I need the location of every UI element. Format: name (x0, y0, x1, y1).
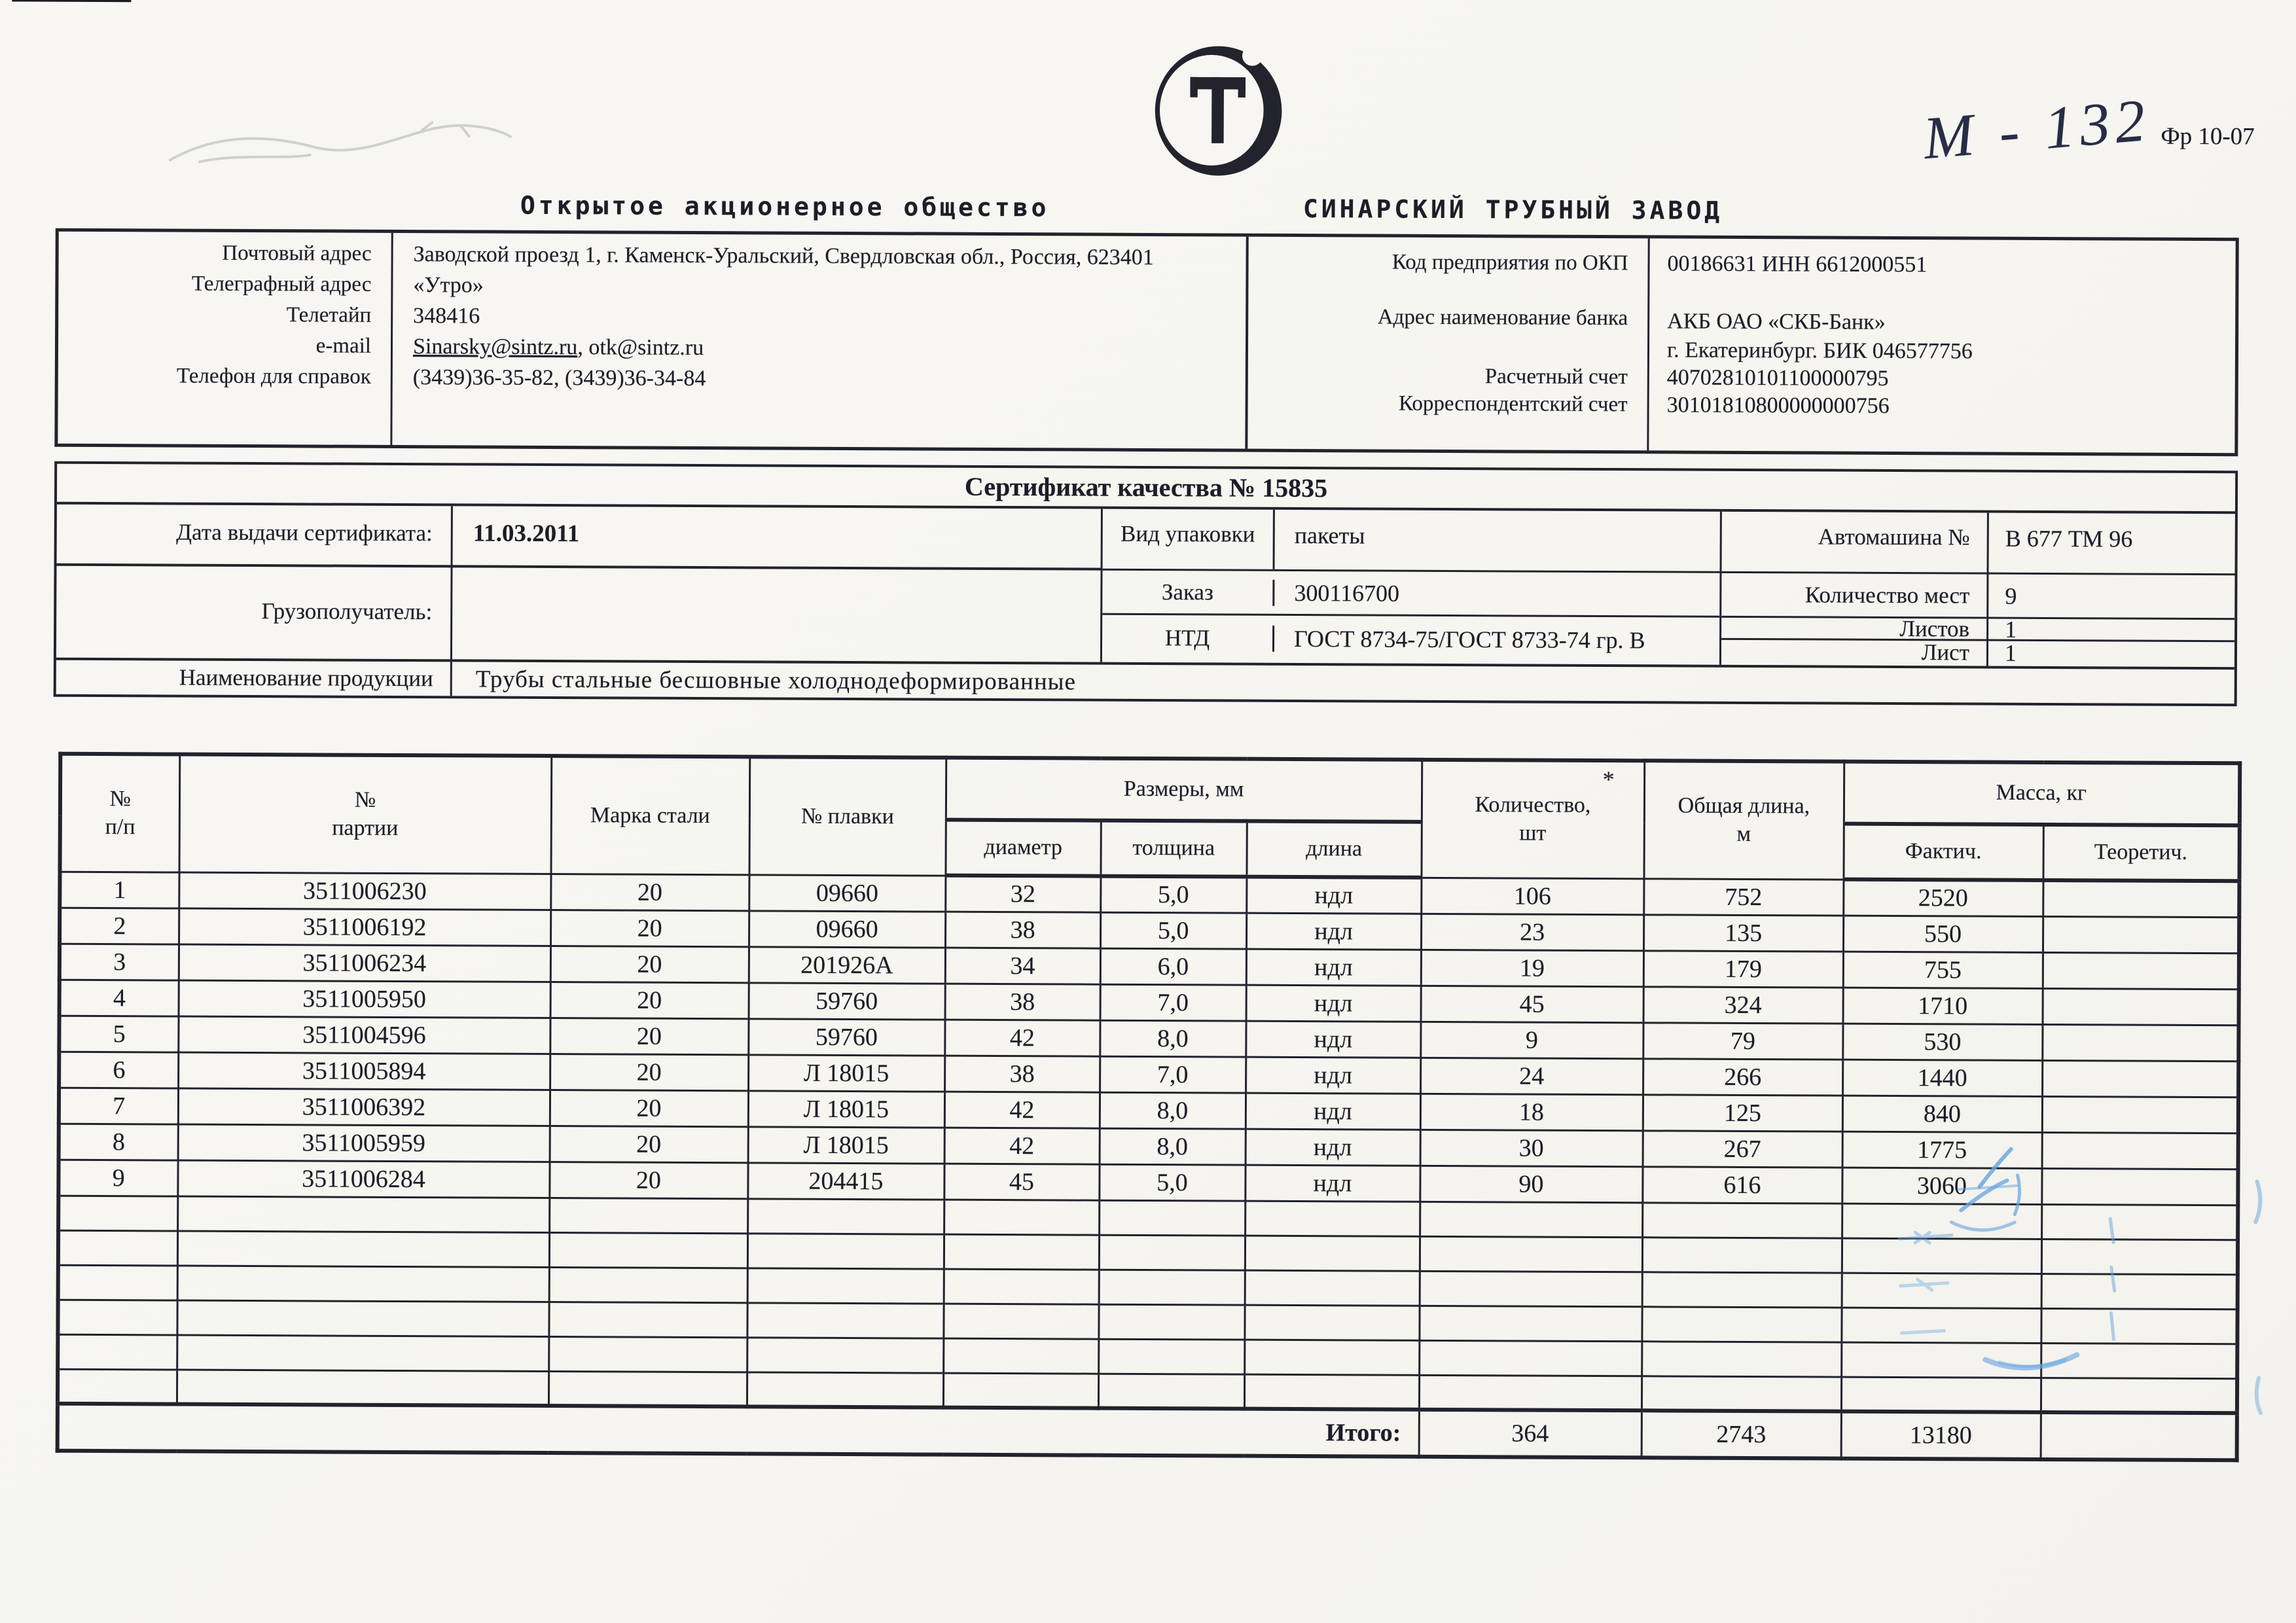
postal-address-value: Заводской проезд 1, г. Каменск-Уральский, Свердловская обл., Россия, 623401 (413, 242, 1154, 270)
cell-thickness: 8,0 (1100, 1092, 1246, 1129)
sheets-total-label: Листов (1899, 615, 1970, 641)
bank-name-label: Адрес наименование банка (1377, 305, 1628, 330)
cell-num: 5 (59, 1016, 178, 1052)
contact-row (59, 241, 1246, 277)
empty-cell (1244, 1340, 1419, 1375)
cell-quantity: 45 (1421, 986, 1643, 1022)
sheets-total-value: 1 (2005, 616, 2017, 643)
empty-cell (943, 1304, 1098, 1339)
empty-cell (1099, 1200, 1245, 1236)
cell-quantity: 24 (1420, 1058, 1643, 1094)
col-header-diameter: диаметр (945, 820, 1100, 876)
issue-date-row (57, 505, 1101, 571)
empty-cell (1419, 1306, 1641, 1341)
cell-steel-grade: 20 (550, 1126, 748, 1162)
empty-cell (58, 1369, 177, 1404)
empty-cell (747, 1302, 943, 1338)
totals-label: Итого: (58, 1404, 1419, 1457)
bank-section (1247, 237, 2235, 454)
col-header-mass: Масса, кг (1844, 762, 2240, 826)
issue-date-value: 11.03.2011 (473, 520, 580, 548)
cell-quantity: 90 (1420, 1166, 1642, 1202)
empty-cell (58, 1196, 177, 1231)
empty-cell (2041, 1204, 2238, 1240)
cell-quantity: 30 (1420, 1130, 1643, 1166)
empty-cell (1419, 1340, 1641, 1376)
col-header-steel-grade: Марка стали (550, 756, 749, 874)
okp-code-value: 00186631 ИНН 6612000551 (1667, 251, 1928, 277)
empty-cell (1841, 1342, 2041, 1378)
empty-cell (177, 1231, 549, 1267)
cell-length: ндл (1246, 1021, 1420, 1058)
cell-steel-grade: 20 (550, 946, 749, 982)
empty-cell (548, 1336, 747, 1372)
cell-thickness: 7,0 (1100, 984, 1246, 1021)
certificate-body (56, 505, 2235, 668)
empty-cell (1099, 1270, 1245, 1305)
empty-cell (177, 1370, 548, 1406)
empty-cell (747, 1198, 944, 1234)
cell-total-length: 324 (1643, 986, 1843, 1023)
empty-cell (177, 1335, 548, 1371)
totals-mass-theor (2041, 1412, 2237, 1460)
cell-party: 3511004596 (178, 1016, 550, 1054)
cell-steel-grade: 20 (550, 910, 749, 946)
empty-cell (549, 1267, 747, 1302)
cell-thickness: 5,0 (1100, 876, 1246, 913)
certificate-right-section (1721, 512, 2235, 667)
empty-cell (944, 1200, 1099, 1235)
postal-address-label: Почтовый адрес (222, 241, 372, 266)
cell-party: 3511005959 (178, 1124, 550, 1162)
empty-cell (1641, 1341, 1841, 1376)
empty-cell (1244, 1374, 1419, 1410)
handwritten-batch-mark: М - 132 (1920, 86, 2153, 172)
cell-party: 3511006230 (179, 872, 550, 910)
certificate-title: Сертификат качества № 15835 (57, 464, 2235, 514)
sheet-number-row (1721, 640, 2234, 665)
empty-cell (943, 1373, 1098, 1408)
cell-quantity: 23 (1421, 914, 1643, 950)
cell-party: 3511005894 (178, 1052, 550, 1090)
cell-total-length: 79 (1643, 1022, 1842, 1059)
cell-total-length: 616 (1642, 1166, 1842, 1203)
empty-cell (1098, 1304, 1244, 1340)
okp-code-label: Код предприятия по ОКП (1391, 250, 1628, 276)
empty-cell (2041, 1308, 2237, 1344)
footnote-asterisk: * (1602, 766, 1615, 793)
empty-cell (58, 1300, 177, 1335)
cell-mass-fact: 1710 (1843, 988, 2043, 1024)
cell-quantity: 106 (1421, 878, 1643, 914)
form-code: Фр 10-07 (2161, 122, 2255, 151)
cell-mass-theor (2042, 1024, 2238, 1061)
pipe-batches-table (56, 752, 2242, 1463)
empty-cell (177, 1300, 548, 1336)
empty-cell (1098, 1374, 1244, 1409)
col-header-quantity: * Количество, шт (1421, 760, 1644, 878)
table-empty-rows (58, 1196, 2238, 1414)
empty-cell (1842, 1273, 2041, 1308)
cell-thickness: 8,0 (1100, 1020, 1246, 1057)
cell-mass-theor (2043, 988, 2239, 1025)
correspondent-account-label: Корреспондентский счет (1398, 391, 1628, 417)
cell-mass-fact: 530 (1842, 1024, 2042, 1060)
empty-cell (58, 1265, 177, 1300)
empty-cell (1098, 1339, 1244, 1374)
cell-party: 3511006192 (179, 908, 550, 946)
ntd-row (1102, 615, 1719, 663)
cell-heat: 09660 (749, 910, 945, 947)
col-header-heat: № плавки (749, 757, 946, 875)
totals-mass-fact: 13180 (1841, 1412, 2041, 1459)
truck-label: Автомашина № (1818, 524, 1970, 550)
cell-thickness: 8,0 (1100, 1128, 1246, 1165)
cell-heat: Л 18015 (748, 1126, 944, 1163)
cell-num: 2 (60, 908, 179, 944)
cell-steel-grade: 20 (550, 1054, 748, 1090)
col-header-mass-fact: Фактич. (1843, 824, 2043, 880)
empty-cell (2041, 1378, 2237, 1413)
cell-total-length: 752 (1643, 878, 1843, 915)
org-type-title: Открытое акционерное общество (520, 190, 1050, 223)
cell-num: 4 (60, 980, 179, 1016)
cell-length: ндл (1246, 877, 1421, 914)
empty-cell (1420, 1271, 1642, 1306)
cell-length: ндл (1246, 913, 1421, 950)
telegraph-address-label: Телеграфный адрес (191, 272, 372, 296)
cell-steel-grade: 20 (550, 1090, 748, 1126)
col-header-num: № п/п (60, 754, 180, 872)
sinarsky-pipe-plant-logo-icon (1151, 43, 1286, 179)
empty-cell (1245, 1270, 1420, 1306)
cell-diameter: 38 (945, 984, 1100, 1020)
divider (1647, 238, 1649, 450)
cell-mass-theor (2043, 952, 2239, 989)
pencil-scribble (169, 120, 511, 163)
cell-thickness: 6,0 (1100, 948, 1246, 985)
cell-mass-fact: 550 (1843, 916, 2043, 952)
cell-party: 3511006284 (177, 1160, 549, 1198)
totals-row (58, 1404, 2237, 1461)
places-row (1721, 573, 2234, 620)
truck-value: В 677 ТМ 96 (2005, 525, 2133, 552)
empty-cell (548, 1302, 747, 1337)
email-value (391, 334, 704, 366)
phone-label: Телефон для справок (176, 364, 371, 389)
cell-mass-fact: 1775 (1842, 1132, 2042, 1168)
table-data-rows (58, 872, 2239, 1205)
product-name-label: Наименование продукции (179, 664, 433, 692)
cell-num: 6 (59, 1052, 178, 1088)
empty-cell (1099, 1235, 1245, 1270)
cell-heat: Л 18015 (748, 1054, 944, 1091)
empty-cell (1642, 1272, 1842, 1307)
cell-mass-theor (2043, 916, 2239, 953)
cell-quantity: 9 (1420, 1022, 1643, 1058)
cell-mass-fact: 3060 (1842, 1168, 2041, 1204)
cell-total-length: 267 (1643, 1130, 1842, 1167)
contact-row (58, 272, 1246, 308)
cell-thickness: 7,0 (1100, 1056, 1246, 1093)
empty-cell (1642, 1237, 1842, 1272)
cell-length: ндл (1246, 1057, 1420, 1094)
col-header-thickness: толщина (1100, 821, 1246, 877)
places-label: Количество мест (1804, 581, 1970, 608)
cell-length: ндл (1246, 1129, 1420, 1166)
email-address-secondary: , otk@sintz.ru (577, 335, 704, 361)
empty-cell (58, 1334, 177, 1370)
empty-cell (1244, 1305, 1419, 1340)
packaging-label: Вид упаковки (1103, 509, 1275, 569)
cell-mass-fact: 840 (1842, 1096, 2042, 1132)
phone-value: (3439)36-35-82, (3439)36-34-84 (412, 365, 706, 391)
truck-row (1722, 512, 2235, 575)
consignee-label: Грузополучатель: (261, 598, 433, 625)
cell-party: 3511006392 (178, 1088, 550, 1126)
cell-steel-grade: 20 (550, 1018, 748, 1054)
packaging-row (1103, 509, 1720, 573)
cell-mass-fact: 2520 (1843, 880, 2043, 916)
cell-heat: Л 18015 (748, 1090, 944, 1127)
contact-row (58, 333, 1246, 369)
bank-name-value: АКБ ОАО «СКБ-Банк» (1667, 309, 1886, 334)
cell-num: 8 (59, 1124, 178, 1160)
empty-cell (1641, 1306, 1841, 1342)
empty-cell (1420, 1236, 1642, 1272)
cell-heat: 59760 (748, 1018, 944, 1055)
empty-cell (1245, 1201, 1420, 1236)
totals-total-length: 2743 (1641, 1410, 1841, 1458)
empty-cell (2041, 1239, 2238, 1274)
empty-cell (2041, 1274, 2238, 1309)
sheet-number-label: Лист (1921, 639, 1970, 665)
cell-heat: 204415 (747, 1162, 944, 1199)
cell-party: 3511006234 (179, 944, 550, 982)
cell-diameter: 45 (944, 1164, 1099, 1200)
cell-party: 3511005950 (179, 980, 550, 1018)
cell-diameter: 38 (945, 912, 1100, 948)
empty-cell (549, 1232, 747, 1268)
contact-row (58, 302, 1246, 338)
cell-steel-grade: 20 (549, 1162, 747, 1198)
empty-cell (1842, 1204, 2041, 1239)
cell-num: 9 (58, 1160, 177, 1196)
places-value: 9 (2005, 582, 2017, 609)
cell-thickness: 5,0 (1100, 912, 1246, 949)
cell-steel-grade: 20 (550, 874, 749, 910)
cell-total-length: 135 (1643, 914, 1843, 951)
cell-length: ндл (1246, 985, 1421, 1022)
cell-heat: 201926А (749, 946, 945, 983)
cell-diameter: 42 (944, 1020, 1100, 1056)
certificate-left-section (56, 505, 1103, 662)
empty-cell (1245, 1236, 1420, 1271)
empty-cell (177, 1196, 549, 1232)
issue-date-label: Дата выдачи сертификата: (176, 519, 433, 546)
col-header-sizes: Размеры, мм (946, 758, 1422, 822)
col-header-mass-theor: Теоретич. (2043, 825, 2239, 881)
empty-cell (747, 1372, 943, 1407)
empty-cell (1841, 1308, 2041, 1343)
cell-mass-theor (2042, 1132, 2238, 1169)
scanner-edge-artifact (12, 0, 131, 2)
cell-num: 3 (60, 944, 179, 980)
product-name-value: Трубы стальные бесшовные холоднодеформированные (475, 666, 1077, 696)
empty-cell (177, 1266, 549, 1302)
certificate-header-box (54, 461, 2238, 707)
settlement-account-value: 40702810101100000795 (1666, 365, 1889, 391)
email-address: Sinarsky@sintz.ru (412, 334, 578, 360)
packaging-value: пакеты (1294, 522, 1365, 549)
teletype-label: Телетайп (286, 303, 372, 327)
empty-cell (1641, 1376, 1841, 1411)
empty-cell (944, 1234, 1099, 1270)
ntd-value: ГОСТ 8734-75/ГОСТ 8733-74 гр. В (1293, 625, 1645, 653)
col-header-total-length: Общая длина, м (1643, 760, 1844, 879)
cell-diameter: 42 (944, 1128, 1100, 1164)
email-label: e-mail (315, 334, 372, 358)
correspondent-account-value: 30101810800000000756 (1666, 393, 1890, 418)
cell-quantity: 18 (1420, 1094, 1643, 1130)
cell-total-length: 266 (1643, 1058, 1842, 1095)
cell-length: ндл (1246, 949, 1421, 986)
telegraph-address-value: «Утро» (413, 273, 484, 298)
empty-cell (58, 1230, 177, 1266)
col-header-party: № партии (179, 755, 552, 874)
cell-total-length: 179 (1643, 950, 1843, 987)
empty-cell (549, 1198, 747, 1233)
cell-thickness: 5,0 (1099, 1164, 1245, 1201)
cell-heat: 09660 (749, 874, 945, 911)
requisites-box (54, 228, 2238, 457)
cell-num: 7 (59, 1088, 178, 1124)
cell-steel-grade: 20 (550, 982, 749, 1018)
cell-total-length: 125 (1643, 1094, 1842, 1131)
totals-quantity: 364 (1419, 1410, 1641, 1457)
contact-row (58, 364, 1246, 400)
empty-cell (1842, 1238, 2041, 1274)
empty-cell (943, 1338, 1098, 1374)
empty-cell (2041, 1343, 2237, 1378)
cell-diameter: 32 (945, 876, 1100, 912)
order-label: Заказ (1102, 579, 1274, 605)
cell-mass-fact: 755 (1843, 952, 2043, 988)
factory-title: СИНАРСКИЙ ТРУБНЫЙ ЗАВОД (1302, 194, 1723, 225)
cell-mass-fact: 1440 (1842, 1060, 2042, 1096)
cell-mass-theor (2043, 880, 2239, 917)
cell-length: ндл (1246, 1093, 1420, 1130)
empty-cell (747, 1337, 943, 1372)
cell-diameter: 42 (944, 1092, 1100, 1128)
certificate-middle-section (1102, 509, 1722, 665)
cell-diameter: 38 (944, 1056, 1100, 1092)
empty-cell (548, 1371, 747, 1406)
teletype-value: 348416 (413, 304, 480, 329)
cell-mass-theor (2041, 1168, 2238, 1205)
col-header-length: длина (1246, 821, 1421, 878)
cell-num: 1 (60, 872, 179, 908)
empty-cell (1841, 1377, 2041, 1412)
cell-mass-theor (2042, 1060, 2238, 1097)
cell-mass-theor (2042, 1096, 2238, 1133)
contacts-section (58, 232, 1248, 449)
settlement-account-label: Расчетный счет (1484, 365, 1628, 389)
empty-cell (747, 1268, 944, 1303)
sheet-number-value: 1 (2004, 639, 2017, 666)
cell-quantity: 19 (1421, 950, 1643, 986)
empty-cell (1642, 1202, 1842, 1238)
order-value: 300116700 (1294, 579, 1400, 607)
cell-heat: 59760 (749, 982, 945, 1019)
cell-diameter: 34 (945, 948, 1100, 984)
cell-length: ндл (1245, 1165, 1420, 1202)
empty-cell (1419, 1375, 1641, 1410)
empty-cell (747, 1233, 944, 1268)
bank-city-bik-value: г. Екатеринбург. БИК 046577756 (1666, 338, 1973, 364)
empty-cell (944, 1269, 1099, 1304)
consignee-row (56, 566, 1101, 660)
order-row (1102, 571, 1719, 618)
empty-cell (1420, 1202, 1642, 1237)
ntd-label: НТД (1102, 624, 1274, 651)
